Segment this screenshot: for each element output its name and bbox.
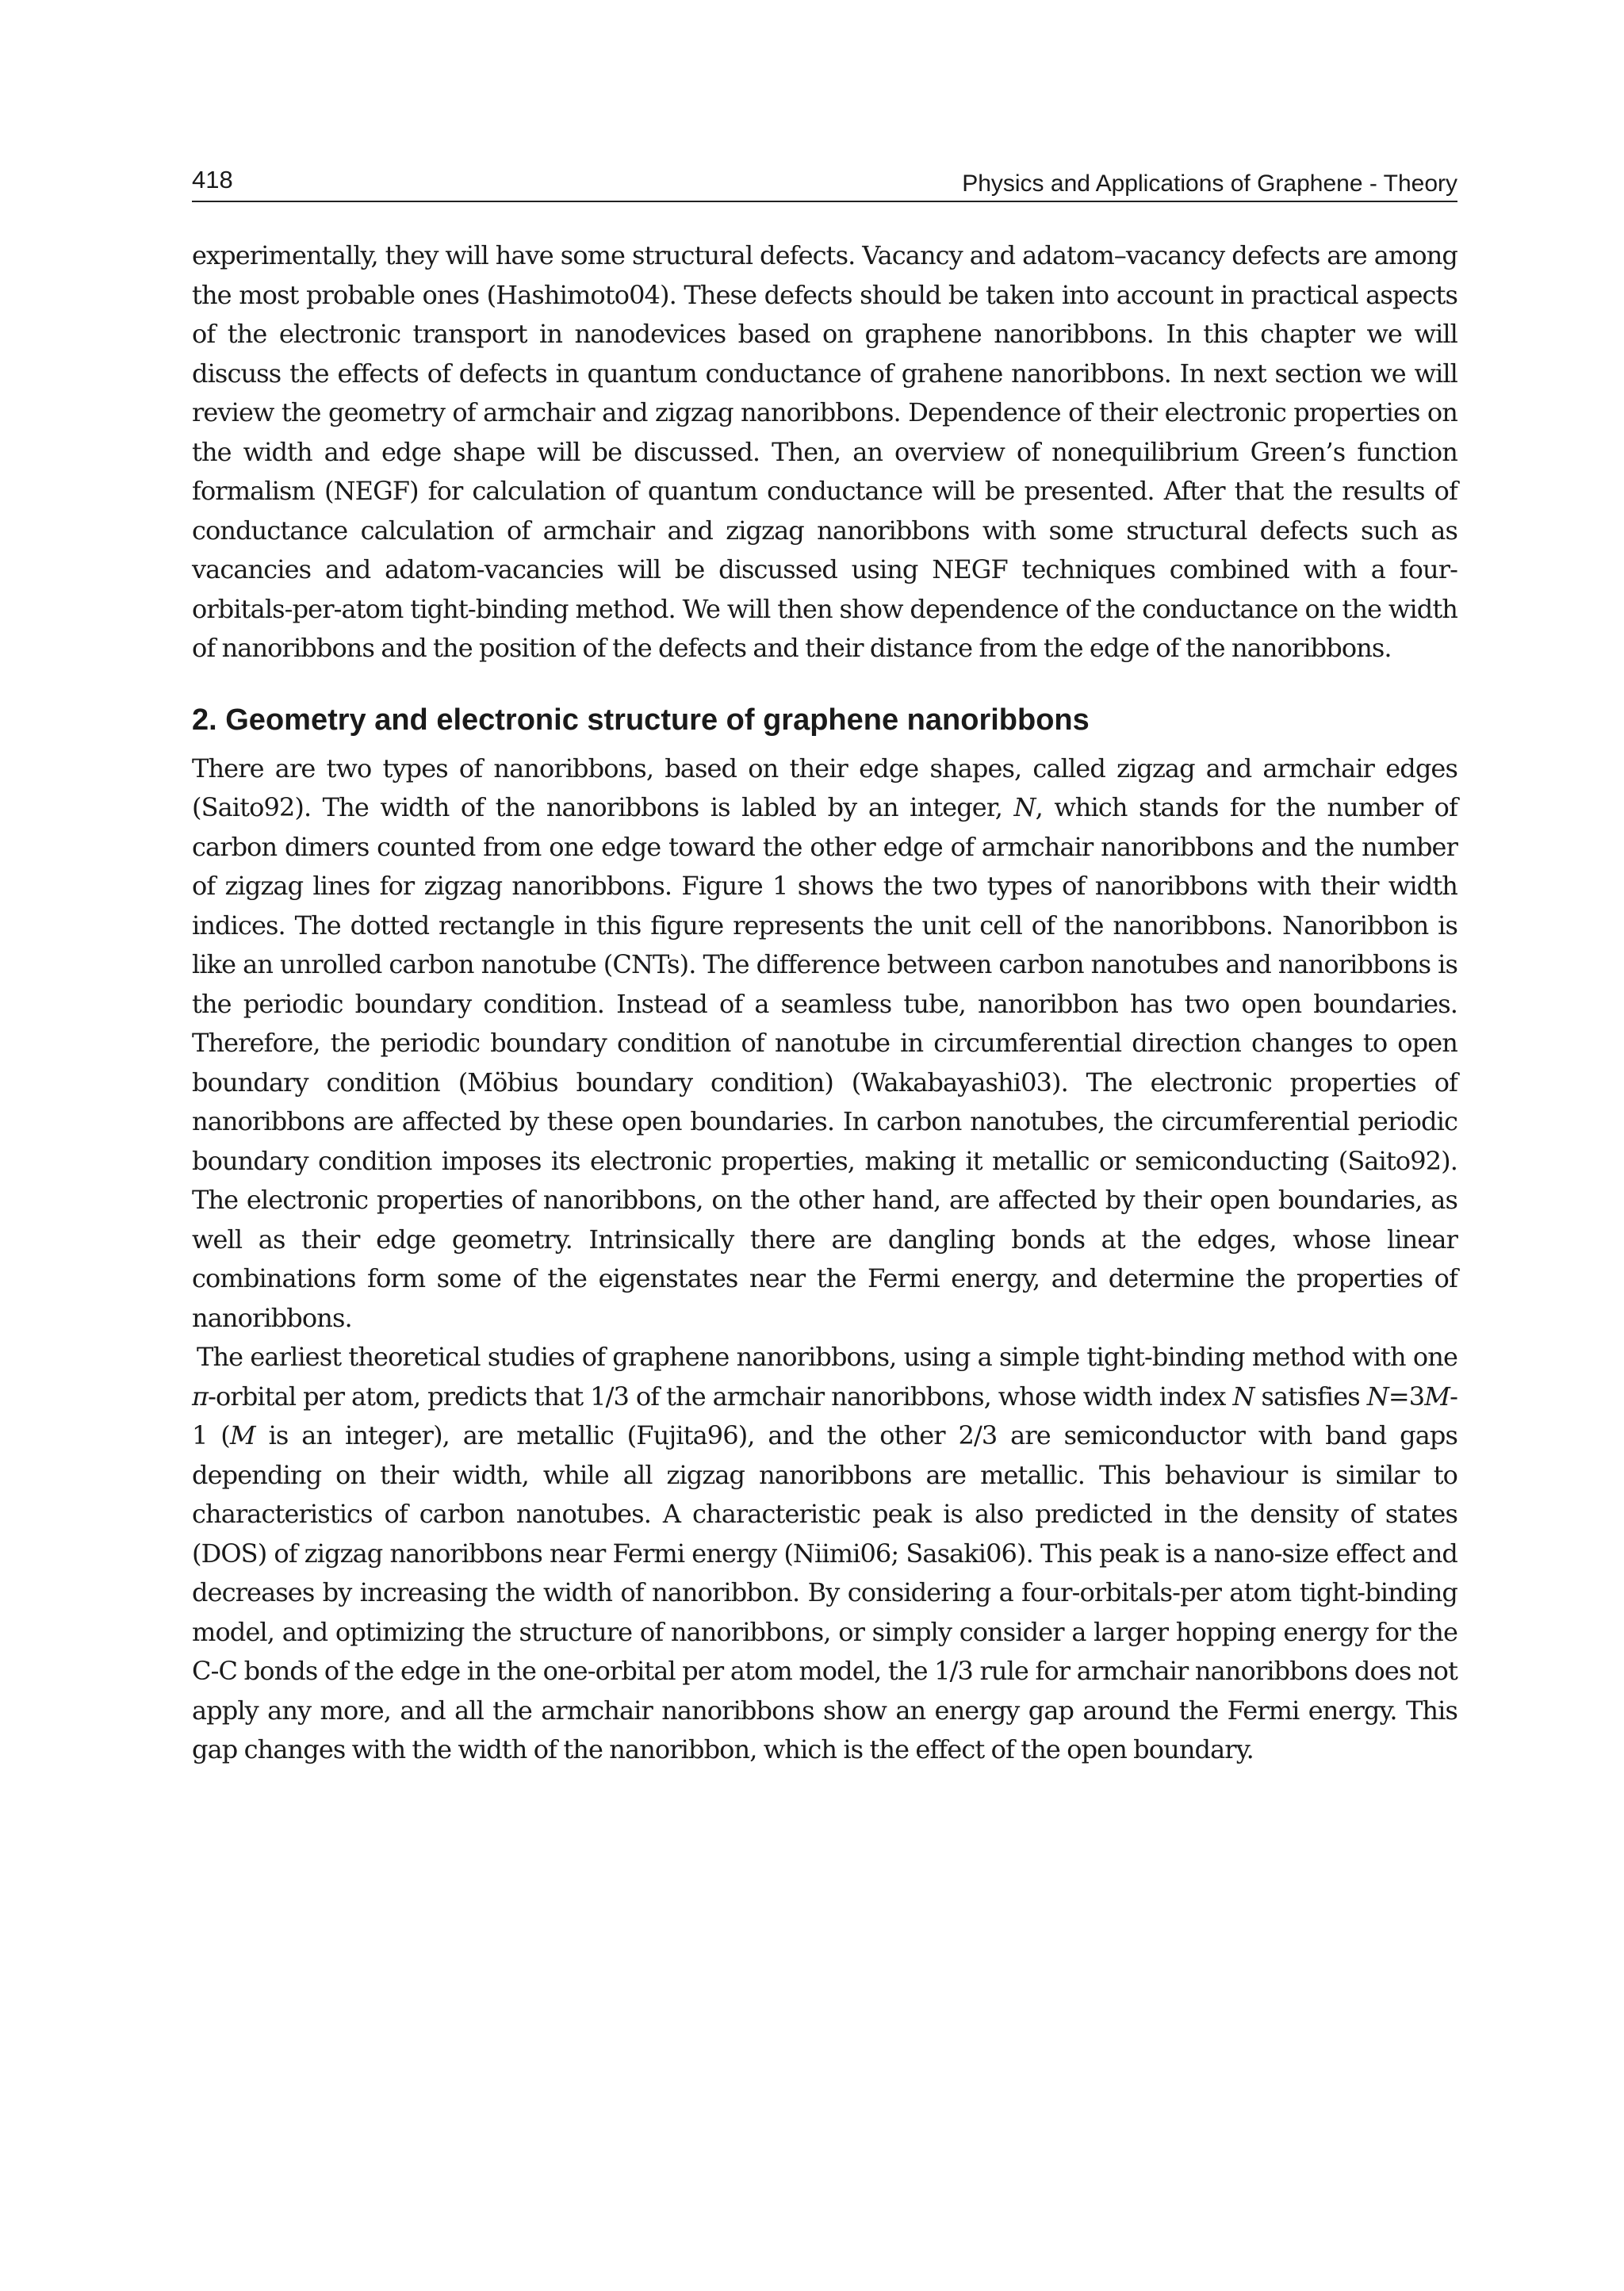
page-body (192, 236, 1457, 1770)
text-run: , which stands for the number of carbon dimers counted from one edge toward the other edge of armchair nanoribbons and the number of zigzag lines for zigzag nanoribbons. Figure 1 shows the two types of nanoribbons with their width indices. The dotted rectangle in this figure represents the unit cell of the nanoribbons. Nanoribbon is like an unrolled carbon nanotube (CNTs). The difference between carbon nanotubes and nanoribbons is the periodic boundary condition. Instead of a seamless tube, nanoribbon has two open boundaries. Therefore, the periodic boundary condition of nanotube in circumferential direction changes to open boundary condition (Möbius boundary condition) (Wakabayashi03). The electronic properties of nanoribbons are affected by these open boundaries. In carbon nanotubes, the circumferential periodic boundary condition imposes its electronic properties, making it metallic or semiconducting (Saito92). The electronic properties of nanoribbons, on the other hand, are affected by their open boundaries, as well as their edge geometry. Intrinsically there are dangling bonds at the edges, whose linear combinations form some of the eigenstates near the Fermi energy, and determine the properties of nanoribbons. (192, 792, 1457, 1333)
page-header (192, 163, 1457, 202)
text-run: There are two types of nanoribbons, based on their edge shapes, called zigzag and armchair edges (Saito92). The width of the nanoribbons is labled by an integer, (192, 753, 1457, 822)
symbol-M: M (1424, 1381, 1450, 1412)
paragraph-tight-binding (192, 1338, 1457, 1770)
text-run: -orbital per atom, predicts that 1/3 of the armchair nanoribbons, whose width index (208, 1381, 1233, 1412)
text-run: is an integer), are metallic (Fujita96), and the other 2/3 are semiconductor with band gaps depending on their width, while all zigzag nanoribbons are metallic. This behaviour is similar to characteristics of carbon nanotubes. A characteristic peak is also predicted in the density of states (DOS) of zigzag nanoribbons near Fermi energy (Niimi06; Sasaki06). This peak is a nano-size effect and decreases by increasing the width of nanoribbon. By considering a four-orbitals-per atom tight-binding model, and optimizing the structure of nanoribbons, or simply consider a larger hopping energy for the C-C bonds of the edge in the one-orbital per atom model, the 1/3 rule for armchair nanoribbons does not apply any more, and all the armchair nanoribbons show an energy gap around the Fermi energy. This gap changes with the width of the nanoribbon, which is the effect of the open boundary. (192, 1420, 1457, 1764)
intro-paragraph: experimentally, they will have some structural defects. Vacancy and adatom–vacancy defects are among the most probable ones (Hashimoto04). These defects should be taken into account in practical aspects of the electronic transport in nanodevices based on graphene nanoribbons. In this chapter we will discuss the effects of defects in quantum conductance of grahene nanoribbons. In next section we will review the geometry of armchair and zigzag nanoribbons. Dependence of their electronic properties on the width and edge shape will be discussed. Then, an overview of nonequilibrium Green’s function formalism (NEGF) for calculation of quantum conductance will be presented. After that the results of conductance calculation of armchair and zigzag nanoribbons with some structural defects such as vacancies and adatom-vacancies will be discussed using NEGF techniques combined with a four-orbitals-per-atom tight-binding method. We will then show dependence of the conductance on the width of nanoribbons and the position of the defects and their distance from the edge of the nanoribbons. (192, 240, 1457, 663)
symbol-N: N (1232, 1381, 1254, 1412)
symbol-pi: π (192, 1381, 209, 1412)
text-run: satisfies (1254, 1381, 1367, 1412)
text-run: The earliest theoretical studies of graphene nanoribbons, using a simple tight-binding method with one (197, 1342, 1457, 1372)
text-run: -1 ( (192, 1381, 1457, 1450)
symbol-N: N (1366, 1381, 1388, 1412)
text-run: =3 (1388, 1381, 1425, 1412)
symbol-M: M (229, 1420, 255, 1450)
symbol-N: N (1013, 792, 1036, 822)
running-title: Physics and Applications of Graphene - Theory (962, 170, 1457, 197)
page-number: 418 (192, 166, 233, 193)
section-heading: 2. Geometry and electronic structure of graphene nanoribbons (192, 703, 1090, 737)
paragraph-nanoribbon-types (192, 749, 1457, 1339)
